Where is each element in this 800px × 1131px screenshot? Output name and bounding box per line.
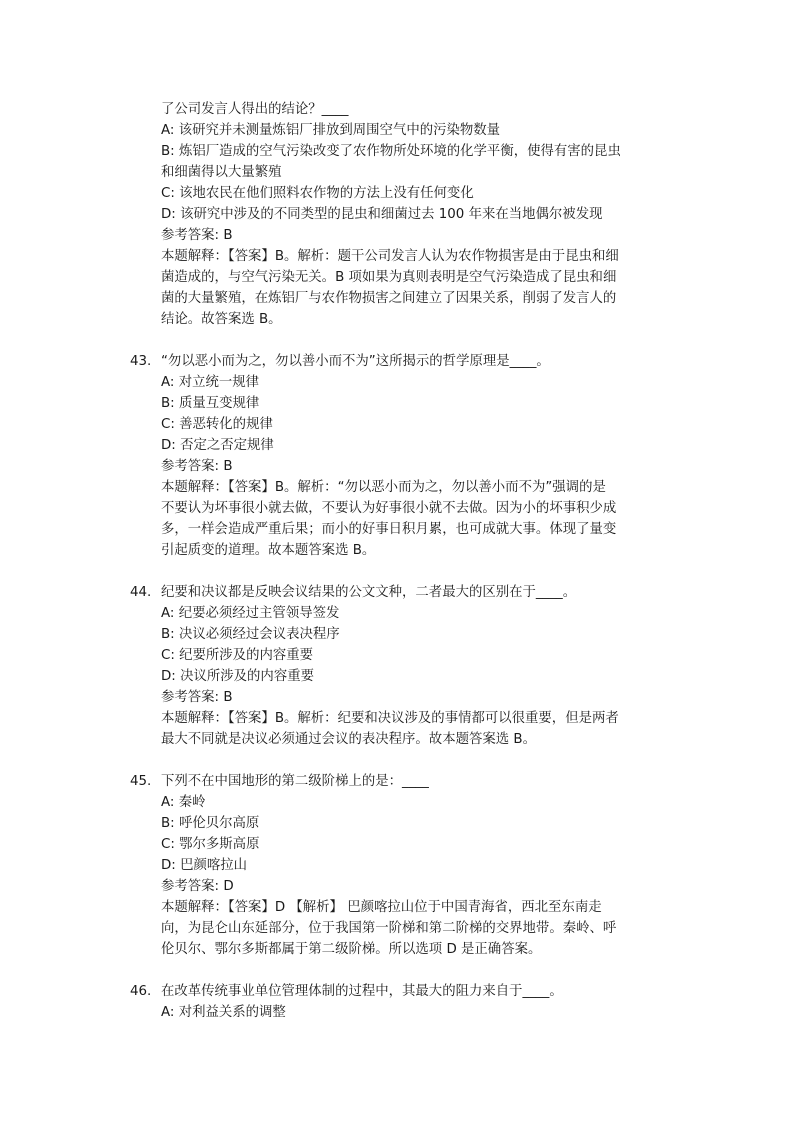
option-a: A: 秦岭 [161, 795, 206, 810]
question-stem-tail: 了公司发言人得出的结论？____ [161, 102, 349, 117]
option-a: A: 纪要必须经过主管领导签发 [161, 606, 340, 621]
option-c: C: 该地农民在他们照料农作物的方法上没有任何变化 [161, 186, 474, 201]
explanation-line: 菌的大量繁殖，在炼铝厂与农作物损害之间建立了因果关系，削弱了发言人的 [161, 291, 617, 306]
option-c: C: 鄂尔多斯高原 [161, 837, 260, 852]
option-b-continued: 和细菌得以大量繁殖 [161, 165, 282, 180]
reference-answer: 参考答案: B [161, 459, 233, 474]
option-a: A: 对立统一规律 [161, 375, 260, 390]
option-c: C: 善恶转化的规律 [161, 417, 273, 432]
option-d: D: 否定之否定规律 [161, 438, 274, 453]
option-a: A: 对利益关系的调整 [161, 1005, 286, 1020]
option-d: D: 巴颜喀拉山 [161, 858, 248, 873]
option-d: D: 决议所涉及的内容重要 [161, 669, 314, 684]
explanation-line: 菌造成的，与空气污染无关。B 项如果为真则表明是空气污染造成了昆虫和细 [161, 270, 617, 285]
explanation-line: 本题解释：【答案】B。解析：题干公司发言人认为农作物损害是由于昆虫和细 [161, 249, 619, 264]
explanation-line: 多，一样会造成严重后果；而小的好事日积月累，也可成就大事。体现了量变 [161, 522, 617, 537]
question-number: 44. [130, 585, 152, 600]
reference-answer: 参考答案: B [161, 690, 233, 705]
option-d: D: 该研究中涉及的不同类型的昆虫和细菌过去 100 年来在当地偶尔被发现 [161, 207, 603, 222]
explanation-line: 引起质变的道理。故本题答案选 B。 [161, 543, 376, 558]
option-a: A: 该研究并未测量炼铝厂排放到周围空气中的污染物数量 [161, 123, 501, 138]
question-stem: 在改革传统事业单位管理体制的过程中，其最大的阻力来自于____。 [161, 984, 563, 999]
explanation-line: 最大不同就是决议必须通过会议的表决程序。故本题答案选 B。 [161, 732, 536, 747]
explanation-line: 伦贝尔、鄂尔多斯都属于第二级阶梯。所以选项 D 是正确答案。 [161, 942, 542, 957]
question-stem: “勿以恶小而为之，勿以善小而不为”这所揭示的哲学原理是____。 [161, 354, 550, 369]
option-b: B: 呼伦贝尔高原 [161, 816, 260, 831]
explanation-line: 本题解释：【答案】B。解析：“勿以恶小而为之，勿以善小而不为”强调的是 [161, 480, 606, 495]
explanation-line: 向，为昆仑山东延部分，位于我国第一阶梯和第二阶梯的交界地带。秦岭、呼 [161, 921, 617, 936]
question-number: 46. [130, 984, 152, 999]
option-b: B: 质量互变规律 [161, 396, 260, 411]
explanation-line: 不要认为坏事很小就去做，不要认为好事很小就不去做。因为小的坏事积少成 [161, 501, 617, 516]
reference-answer: 参考答案: B [161, 228, 233, 243]
explanation-line: 结论。故答案选 B。 [161, 312, 282, 327]
question-number: 43. [130, 354, 152, 369]
reference-answer: 参考答案: D [161, 879, 234, 894]
question-stem: 纪要和决议都是反映会议结果的公文文种，二者最大的区别在于____。 [161, 585, 577, 600]
question-number: 45. [130, 774, 152, 789]
explanation-line: 本题解释：【答案】D 【解析】 巴颜喀拉山位于中国青海省，西北至东南走 [161, 900, 602, 915]
option-b: B: 决议必须经过会议表决程序 [161, 627, 340, 642]
option-b: B: 炼铝厂造成的空气污染改变了农作物所处环境的化学平衡，使得有害的昆虫 [161, 144, 621, 159]
option-c: C: 纪要所涉及的内容重要 [161, 648, 314, 663]
question-stem: 下列不在中国地形的第二级阶梯上的是：____ [161, 774, 429, 789]
explanation-line: 本题解释：【答案】B。解析：纪要和决议涉及的事情都可以很重要，但是两者 [161, 711, 619, 726]
